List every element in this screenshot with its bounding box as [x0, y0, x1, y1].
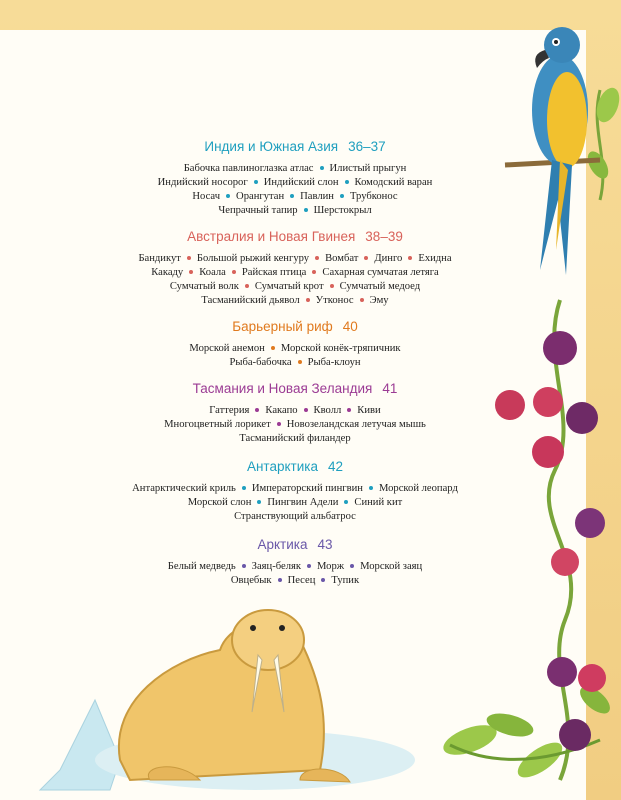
section-title: Антарктика	[246, 459, 318, 474]
entry-line	[120, 482, 470, 496]
entry-line	[120, 496, 470, 510]
entry-line	[120, 204, 470, 218]
animal-entry: Песец	[287, 575, 316, 586]
animal-entry: Динго	[374, 253, 403, 264]
toc-section	[120, 536, 470, 596]
animal-entry: Трубконос	[349, 191, 398, 202]
animal-entry: Императорский пингвин	[251, 483, 363, 494]
toc-section	[120, 228, 470, 318]
bullet-dot-icon	[330, 284, 334, 288]
animal-entry: Тасманийский филандер	[239, 433, 351, 444]
animal-entry: Сумчатый медоед	[339, 281, 421, 292]
entry-line	[120, 356, 470, 370]
entry-line	[120, 252, 470, 266]
section-heading	[120, 380, 470, 398]
section-heading	[120, 228, 470, 246]
bullet-dot-icon	[350, 564, 354, 568]
entry-line	[120, 560, 470, 574]
bullet-dot-icon	[189, 270, 193, 274]
toc-section	[120, 318, 470, 380]
animal-entry: Какапо	[265, 405, 298, 416]
entry-line	[120, 280, 470, 294]
section-title: Тасмания и Новая Зеландия	[192, 381, 373, 396]
bullet-dot-icon	[278, 578, 282, 582]
animal-entry: Павлин	[300, 191, 334, 202]
bullet-dot-icon	[257, 500, 261, 504]
bullet-dot-icon	[254, 180, 258, 184]
section-page-number: 38–39	[365, 229, 403, 244]
section-title: Австралия и Новая Гвинея	[187, 229, 356, 244]
bullet-dot-icon	[321, 578, 325, 582]
animal-entry: Тупик	[331, 575, 360, 586]
bullet-dot-icon	[312, 270, 316, 274]
entry-line	[120, 404, 470, 418]
animal-entry: Овцебык	[230, 575, 272, 586]
entry-line	[120, 266, 470, 280]
animal-entry: Вомбат	[325, 253, 359, 264]
bullet-dot-icon	[271, 346, 275, 350]
animal-entry: Чепрачный тапир	[218, 205, 298, 216]
animal-entry: Морской анемон	[189, 343, 265, 354]
animal-entry: Антарктический криль	[132, 483, 236, 494]
bullet-dot-icon	[226, 194, 230, 198]
bullet-dot-icon	[320, 166, 324, 170]
section-title: Индия и Южная Азия	[204, 139, 339, 154]
animal-entry: Рыба-бабочка	[229, 357, 292, 368]
bullet-dot-icon	[290, 194, 294, 198]
animal-entry: Многоцветный лорикет	[164, 419, 271, 430]
bullet-dot-icon	[315, 256, 319, 260]
animal-entry: Бабочка павлиноглазка атлас	[183, 163, 314, 174]
animal-entry: Морской заяц	[360, 561, 423, 572]
bullet-dot-icon	[245, 284, 249, 288]
animal-entry: Шерстокрыл	[313, 205, 372, 216]
bullet-dot-icon	[242, 564, 246, 568]
bullet-dot-icon	[360, 298, 364, 302]
toc-section	[120, 458, 470, 536]
section-page-number: 36–37	[348, 139, 386, 154]
entry-line	[120, 510, 470, 524]
animal-entry: Бандикут	[138, 253, 181, 264]
bullet-dot-icon	[187, 256, 191, 260]
animal-entry: Пингвин Адели	[267, 497, 339, 508]
entry-line	[120, 190, 470, 204]
animal-entry: Утконос	[315, 295, 354, 306]
section-page-number: 42	[327, 459, 344, 474]
animal-entry: Синий кит	[354, 497, 403, 508]
bullet-dot-icon	[408, 256, 412, 260]
bullet-dot-icon	[345, 180, 349, 184]
animal-entry: Белый медведь	[167, 561, 236, 572]
animal-entry: Морской конёк-тряпичник	[280, 343, 401, 354]
animal-entry: Морской слон	[187, 497, 252, 508]
section-heading	[120, 318, 470, 336]
section-page-number: 40	[342, 319, 358, 334]
animal-entry: Коала	[199, 267, 226, 278]
animal-entry: Новозеландская летучая мышь	[286, 419, 426, 430]
animal-entry: Морской леопард	[378, 483, 458, 494]
entry-line	[120, 418, 470, 432]
bullet-dot-icon	[340, 194, 344, 198]
animal-entry: Индийский носорог	[157, 177, 248, 188]
bullet-dot-icon	[298, 360, 302, 364]
animal-entry: Заяц-беляк	[251, 561, 302, 572]
animal-entry: Илистый прыгун	[329, 163, 407, 174]
animal-entry: Какаду	[151, 267, 184, 278]
entry-line	[120, 294, 470, 308]
animal-entry: Морж	[317, 561, 345, 572]
section-heading	[120, 138, 470, 156]
bullet-dot-icon	[304, 208, 308, 212]
entry-line	[120, 342, 470, 356]
bullet-dot-icon	[242, 486, 246, 490]
table-of-contents	[120, 138, 470, 596]
section-heading	[120, 458, 470, 476]
bullet-dot-icon	[255, 408, 259, 412]
animal-entry: Сумчатый волк	[169, 281, 239, 292]
bullet-dot-icon	[344, 500, 348, 504]
entry-line	[120, 432, 470, 446]
animal-entry: Индийский слон	[263, 177, 339, 188]
bullet-dot-icon	[347, 408, 351, 412]
toc-section	[120, 380, 470, 458]
section-title: Барьерный риф	[232, 319, 333, 334]
animal-entry: Эму	[369, 295, 389, 306]
bullet-dot-icon	[306, 298, 310, 302]
animal-entry: Странствующий альбатрос	[234, 511, 356, 522]
animal-entry: Тасманийский дьявол	[201, 295, 300, 306]
bullet-dot-icon	[369, 486, 373, 490]
animal-entry: Райская птица	[241, 267, 307, 278]
animal-entry: Сумчатый крот	[254, 281, 324, 292]
toc-section	[120, 138, 470, 228]
bullet-dot-icon	[277, 422, 281, 426]
animal-entry: Орангутан	[236, 191, 285, 202]
animal-entry: Гаттерия	[209, 405, 250, 416]
entry-line	[120, 574, 470, 588]
entry-line	[120, 176, 470, 190]
animal-entry: Рыба-клоун	[307, 357, 361, 368]
animal-entry: Большой рыжий кенгуру	[196, 253, 310, 264]
section-page-number: 43	[317, 537, 333, 552]
section-title: Арктика	[257, 537, 308, 552]
entry-line	[120, 162, 470, 176]
animal-entry: Носач	[192, 191, 221, 202]
animal-entry: Кволл	[313, 405, 342, 416]
bullet-dot-icon	[232, 270, 236, 274]
section-page-number: 41	[382, 381, 398, 396]
bullet-dot-icon	[364, 256, 368, 260]
animal-entry: Киви	[357, 405, 381, 416]
bullet-dot-icon	[304, 408, 308, 412]
animal-entry: Комодский варан	[354, 177, 433, 188]
section-heading	[120, 536, 470, 554]
bullet-dot-icon	[307, 564, 311, 568]
animal-entry: Ехидна	[418, 253, 452, 264]
animal-entry: Сахарная сумчатая летяга	[322, 267, 439, 278]
